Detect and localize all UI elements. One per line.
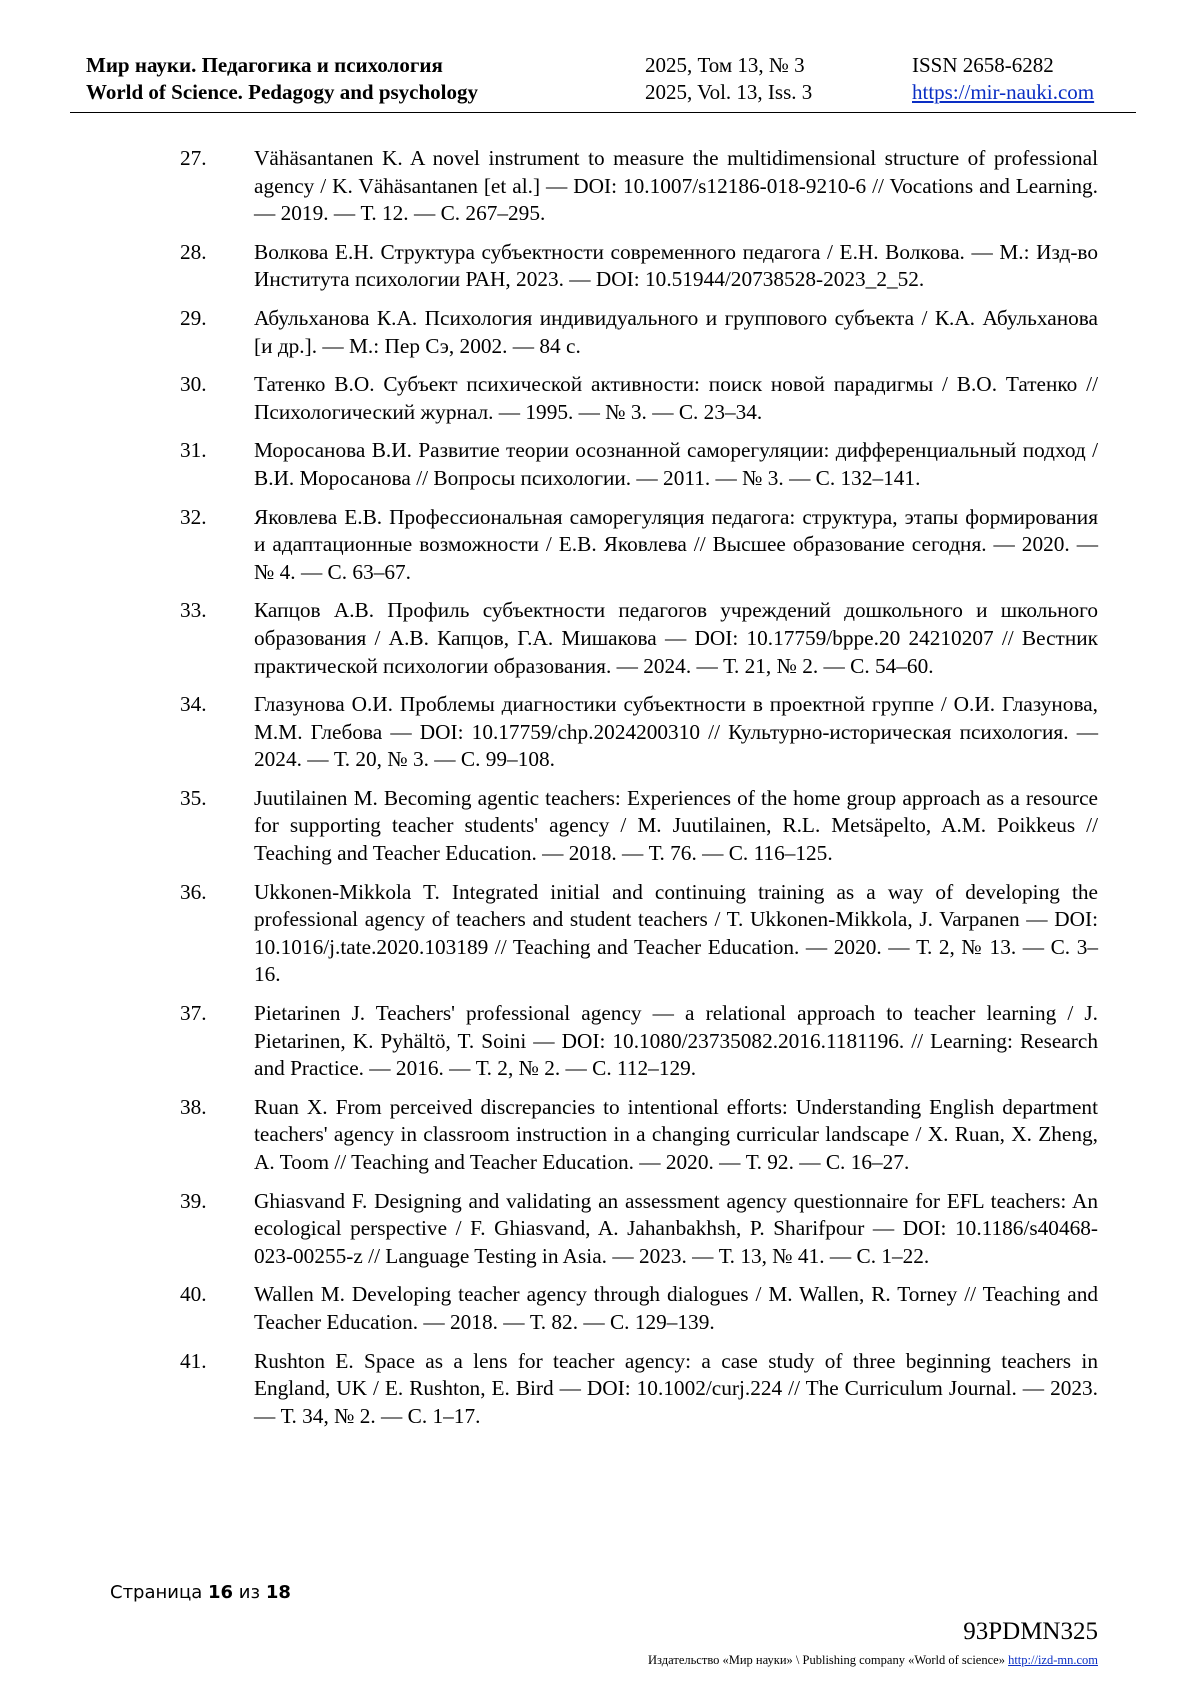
- reference-item: [180, 1094, 1098, 1177]
- issue-info-en: 2025, Vol. 13, Iss. 3: [645, 80, 813, 104]
- journal-title-en: World of Science. Pedagogy and psychology: [86, 80, 479, 104]
- reference-text: Ruan X. From perceived discrepancies to intentional efforts: Understanding English department teachers' agency in classroom instruction in a changing curricular landscape / X. Ruan, X. Zheng, A. Toom // Teaching and Teacher Education. — 2020. — Т. 92. — С. 16–27.: [254, 1094, 1098, 1174]
- reference-list: [180, 145, 1098, 1441]
- reference-number: 33.: [180, 598, 207, 623]
- reference-item: [180, 239, 1098, 294]
- page-counter: [110, 1582, 291, 1604]
- reference-number: 41.: [180, 1348, 207, 1373]
- page-current: 16: [208, 1582, 234, 1603]
- reference-item: [180, 785, 1098, 868]
- reference-text: Волкова Е.Н. Структура субъектности современного педагога / Е.Н. Волкова. — М.: Изд-во Института психологии РАН, 2023. — DOI: 10.51944/20738528-2023_2_52.: [254, 239, 1098, 292]
- reference-number: 35.: [180, 785, 207, 810]
- reference-number: 31.: [180, 438, 207, 463]
- reference-item: [180, 1348, 1098, 1431]
- reference-text: Абульханова К.А. Психология индивидуального и группового субъекта / К.А. Абульханова [и др.]. — М.: Пер Сэ, 2002. — 84 с.: [254, 305, 1098, 358]
- reference-text: Татенко В.О. Субъект психической активности: поиск новой парадигмы / В.О. Татенко // Психологический журнал. — 1995. — № 3. — С. 23–34.: [254, 372, 1098, 424]
- reference-number: 39.: [180, 1188, 207, 1213]
- reference-item: [180, 597, 1098, 680]
- reference-text: Капцов А.В. Профиль субъектности педагогов учреждений дошкольного и школьного образования / А.В. Капцов, Г.А. Мишакова — DOI: 10.17759/bppe.20 24210207 // Вестник практической психологии образования. — 2024. — Т. 21, № 2. — С. 54–60.: [254, 598, 1098, 678]
- reference-text: Juutilainen M. Becoming agentic teachers: Experiences of the home group approach as a resource for supporting teacher students' agency / M. Juutilainen, R.L. Metsäpelto, A.M. Poikkeus // Teaching and Teacher Education. — 2018. — Т. 76. — С. 116–125.: [254, 785, 1098, 866]
- reference-number: 36.: [180, 879, 207, 904]
- issue-info-ru: 2025, Том 13, № 3: [645, 53, 805, 77]
- reference-item: [180, 879, 1098, 989]
- paper-code: 93PDMN325: [963, 1618, 1098, 1645]
- reference-text: Wallen M. Developing teacher agency through dialogues / M. Wallen, R. Torney // Teaching and Teacher Education. — 2018. — Т. 82. — С. 129–139.: [254, 1282, 1098, 1334]
- reference-item: [180, 1000, 1098, 1083]
- reference-text: Яковлева Е.В. Профессиональная саморегуляция педагога: структура, этапы формирования и адаптационные возможности / Е.В. Яковлева // Высшее образование сегодня. — 2020. — № 4. — С. 63–67.: [254, 504, 1098, 584]
- reference-text: Ghiasvand F. Designing and validating an assessment agency questionnaire for EFL teachers: An ecological perspective / F. Ghiasvand, A. Jahanbakhsh, P. Sharifpour — DOI: 10.1186/s40468-023-00255-z // Language Testing in Asia. — 2023. — Т. 13, № 41. — С. 1–22.: [254, 1188, 1098, 1268]
- reference-number: 28.: [180, 239, 207, 264]
- reference-text: Глазунова О.И. Проблемы диагностики субъектности в проектной группе / О.И. Глазунова, М.М. Глебова — DOI: 10.17759/chp.2024200310 // Культурно-историческая психология. — 2024. — Т. 20, № 3. — С. 99–108.: [254, 692, 1098, 772]
- journal-title-block: [86, 52, 478, 106]
- issue-info-block: [645, 52, 812, 106]
- reference-number: 34.: [180, 692, 207, 717]
- reference-number: 29.: [180, 305, 207, 330]
- journal-title-ru: Мир науки. Педагогика и психология: [86, 53, 443, 77]
- journal-header: [70, 50, 1136, 113]
- reference-number: 32.: [180, 504, 207, 529]
- reference-item: [180, 1188, 1098, 1271]
- reference-number: 30.: [180, 372, 207, 397]
- reference-number: 27.: [180, 146, 207, 170]
- reference-text: Моросанова В.И. Развитие теории осознанной саморегуляции: дифференциальный подход / В.И. Моросанова // Вопросы психологии. — 2011. — № 3. — С. 132–141.: [254, 438, 1098, 490]
- reference-text: Ukkonen-Mikkola T. Integrated initial and continuing training as a way of developing the professional agency of teachers and student teachers / T. Ukkonen-Mikkola, J. Varpanen — DOI: 10.1016/j.tate.2020.103189 // Teaching and Teacher Education. — 2020. — Т. 2, № 13. — С. 3–16.: [254, 879, 1098, 987]
- page-of: из: [238, 1582, 261, 1603]
- reference-text: Pietarinen J. Teachers' professional agency — a relational approach to teacher learning / J. Pietarinen, K. Pyhältö, T. Soini — DOI: 10.1080/23735082.2016.1181196. // Learning: Research and Practice. — 2016. — Т. 2, № 2. — С. 112–129.: [254, 1001, 1098, 1081]
- reference-item: [180, 437, 1098, 492]
- reference-item: [180, 504, 1098, 587]
- reference-item: [180, 305, 1098, 360]
- reference-text: Rushton E. Space as a lens for teacher agency: a case study of three beginning teachers in England, UK / E. Rushton, E. Bird — DOI: 10.1002/curj.224 // The Curriculum Journal. — 2023. — Т. 34, № 2. — С. 1–17.: [254, 1348, 1098, 1428]
- issn-block: [912, 52, 1094, 106]
- reference-item: [180, 1281, 1098, 1336]
- publisher-line: [648, 1652, 1098, 1668]
- reference-number: 37.: [180, 1001, 207, 1026]
- journal-website-link[interactable]: https://mir-nauki.com: [912, 80, 1095, 104]
- page-total: 18: [265, 1582, 291, 1603]
- reference-number: 40.: [180, 1282, 207, 1307]
- reference-number: 38.: [180, 1094, 207, 1119]
- reference-item: [180, 691, 1098, 774]
- reference-item: [180, 371, 1098, 426]
- publisher-text: Издательство «Мир науки» \ Publishing company «World of science»: [648, 1653, 1005, 1667]
- issn: ISSN 2658-6282: [912, 53, 1054, 77]
- publisher-link[interactable]: http://izd-mn.com: [1008, 1653, 1098, 1667]
- page-word: Страница: [110, 1582, 203, 1603]
- reference-text: Vähäsantanen K. A novel instrument to measure the multidimensional structure of professional agency / K. Vähäsantanen [et al.] — DOI: 10.1007/s12186-018-9210-6 // Vocations and Learning. — 2019. — Т. 12. — С. 267–295.: [254, 146, 1098, 226]
- reference-item: [180, 145, 1098, 228]
